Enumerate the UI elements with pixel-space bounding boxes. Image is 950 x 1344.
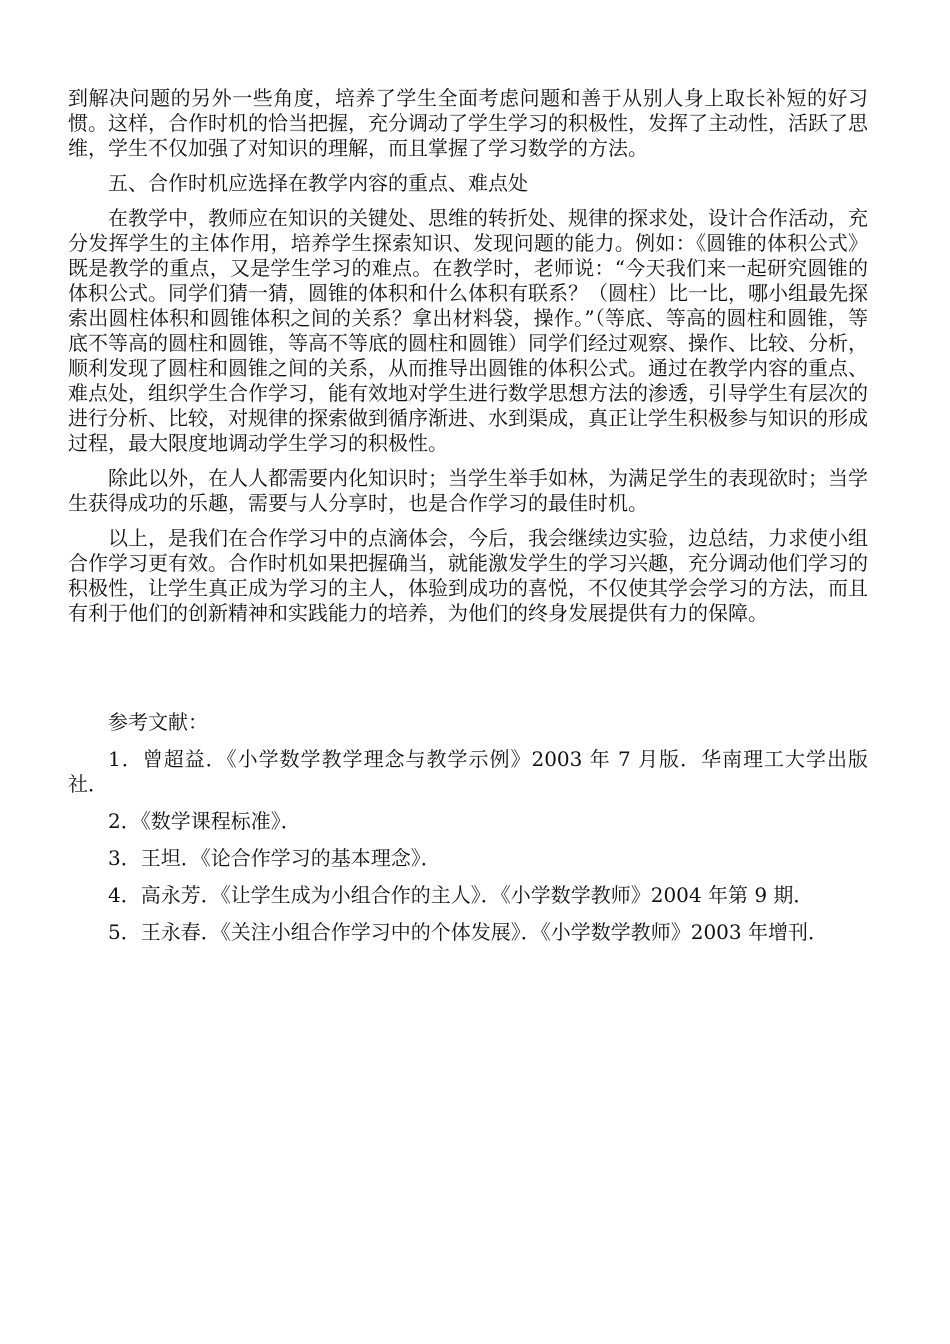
reference-item-5: 5．王永春．《关注小组合作学习中的个体发展》．《小学数学教师》2003 年增刊． [108,920,828,944]
paragraph-other-timing: 除此以外，在人人都需要内化知识时；当学生举手如林，为满足学生的表现欲时；当学生获得成功的乐趣，需要与人分享时，也是合作学习的最佳时机。 [68,466,868,515]
paragraph-key-points: 在教学中，教师应在知识的关键处、思维的转折处、规律的探求处，设计合作活动，充分发挥学生的主体作用，培养学生探索知识、发现问题的能力。例如：《圆锥的体积公式》既是教学的重点，又是学生学习的难点。在教学时，老师说：“今天我们来一起研究圆锥的体积公式。同学们猜一猜，圆锥的体积和什么体积有联系？（圆柱）比一比，哪小组最先探索出圆柱体积和圆锥体积之间的关系？拿出材料袋，操作。”（等底、等高的圆柱和圆锥，等底不等高的圆柱和圆锥，等高不等底的圆柱和圆锥）同学们经过观察、操作、比较、分析，顺利发现了圆柱和圆锥之间的关系，从而推导出圆锥的体积公式。通过在教学内容的重点、难点处，组织学生合作学习，能有效地对学生进行数学思想方法的渗透，引导学生有层次的进行分析、比较，对规律的探索做到循序渐进、水到渠成，真正让学生积极参与知识的形成过程，最大限度地调动学生学习的积极性。 [68,206,868,455]
reference-item-1: 1．曾超益．《小学数学教学理念与教学示例》2003 年 7 月版．华南理工大学出版社． [68,747,868,796]
references-title: 参考文献： [108,710,208,734]
reference-item-3: 3．王坦．《论合作学习的基本理念》． [108,846,441,870]
document-page [68,86,868,957]
reference-item-2: 2．《数学课程标准》． [108,809,301,833]
section-heading-five: 五、合作时机应选择在教学内容的重点、难点处 [108,171,528,195]
paragraph-conclusion: 以上，是我们在合作学习中的点滴体会，今后，我会继续边实验，边总结，力求使小组合作学习更有效。合作时机如果把握确当，就能激发学生的学习兴趣，充分调动他们学习的积极性，让学生真正成为学习的主人，体验到成功的喜悦，不仅使其学会学习的方法，而且有利于他们的创新精神和实践能力的培养，为他们的终身发展提供有力的保障。 [68,526,868,625]
paragraph-continuation: 到解决问题的另外一些角度，培养了学生全面考虑问题和善于从别人身上取长补短的好习惯。这样，合作时机的恰当把握，充分调动了学生学习的积极性，发挥了主动性，活跃了思维，学生不仅加强了对知识的理解，而且掌握了学习数学的方法。 [68,86,868,160]
reference-item-4: 4．高永芳．《让学生成为小组合作的主人》．《小学数学教师》2004 年第 9 期． [108,883,814,907]
